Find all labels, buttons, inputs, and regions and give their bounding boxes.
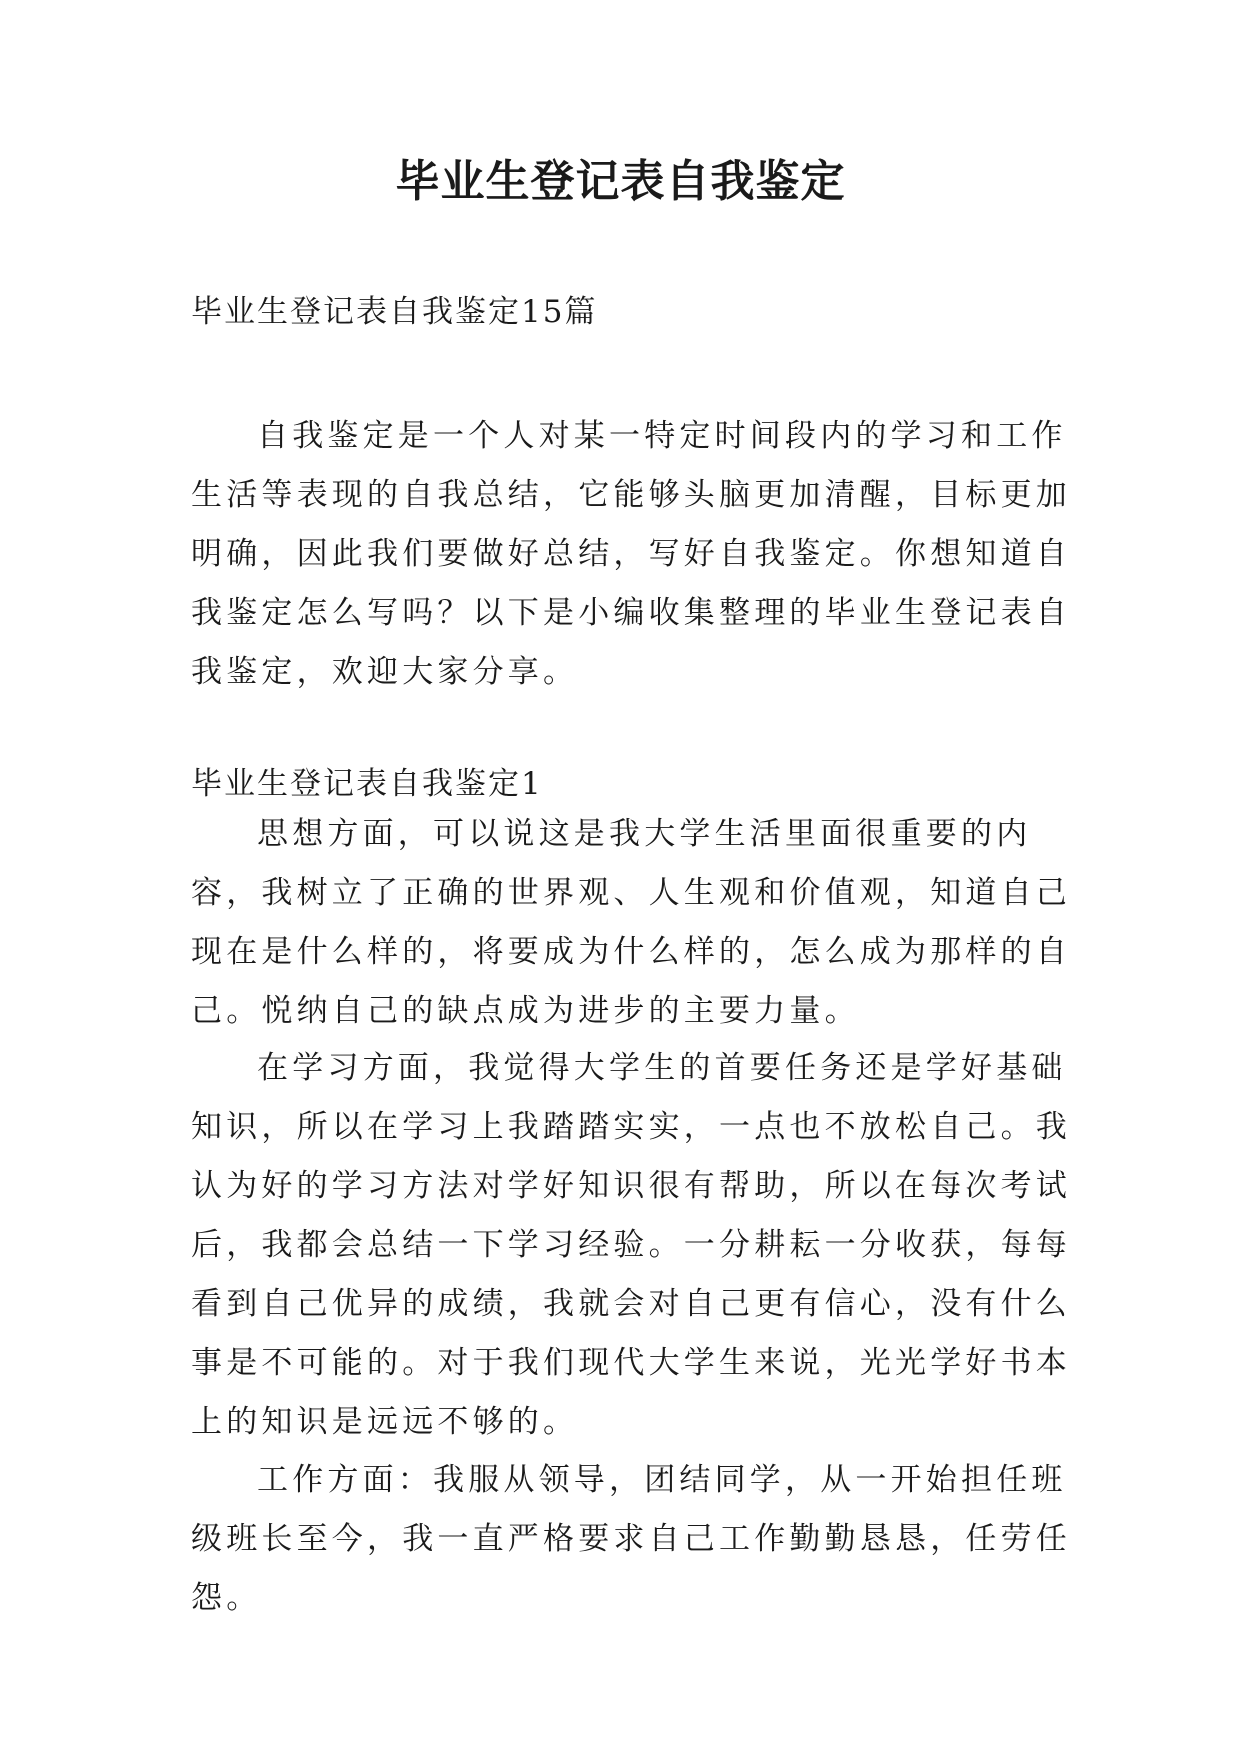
body-paragraph-study: 在学习方面，我觉得大学生的首要任务还是学好基础知识，所以在学习上我踏踏实实，一点也不放松自己。我认为好的学习方法对学好知识很有帮助，所以在每次考试后，我都会总结一下学习经验。一分耕耘一分收获，每每看到自己优异的成绩，我就会对自己更有信心，没有什么事是不可能的。对于我们现代大学生来说，光光学好书本上的知识是远远不够的。 [191, 1050, 1071, 1440]
body-paragraph-thought: 思想方面，可以说这是我大学生活里面很重要的内容，我树立了正确的世界观、人生观和价值观，知道自己现在是什么样的，将要成为什么样的，怎么成为那样的自己。悦纳自己的缺点成为进步的主要力量。 [191, 816, 1071, 1029]
intro-paragraph: 自我鉴定是一个人对某一特定时间段内的学习和工作生活等表现的自我总结，它能够头脑更加清醒，目标更加明确，因此我们要做好总结，写好自我鉴定。你想知道自我鉴定怎么写吗？以下是小编收集整理的毕业生登记表自我鉴定，欢迎大家分享。 [191, 418, 1071, 690]
page-title: 毕业生登记表自我鉴定 [395, 156, 846, 207]
section-heading: 毕业生登记表自我鉴定1 [191, 766, 543, 802]
body-paragraph-work: 工作方面：我服从领导，团结同学，从一开始担任班级班长至今，我一直严格要求自己工作勤勤恳恳，任劳任怨。 [191, 1462, 1071, 1616]
document-subtitle: 毕业生登记表自我鉴定15篇 [191, 294, 598, 330]
